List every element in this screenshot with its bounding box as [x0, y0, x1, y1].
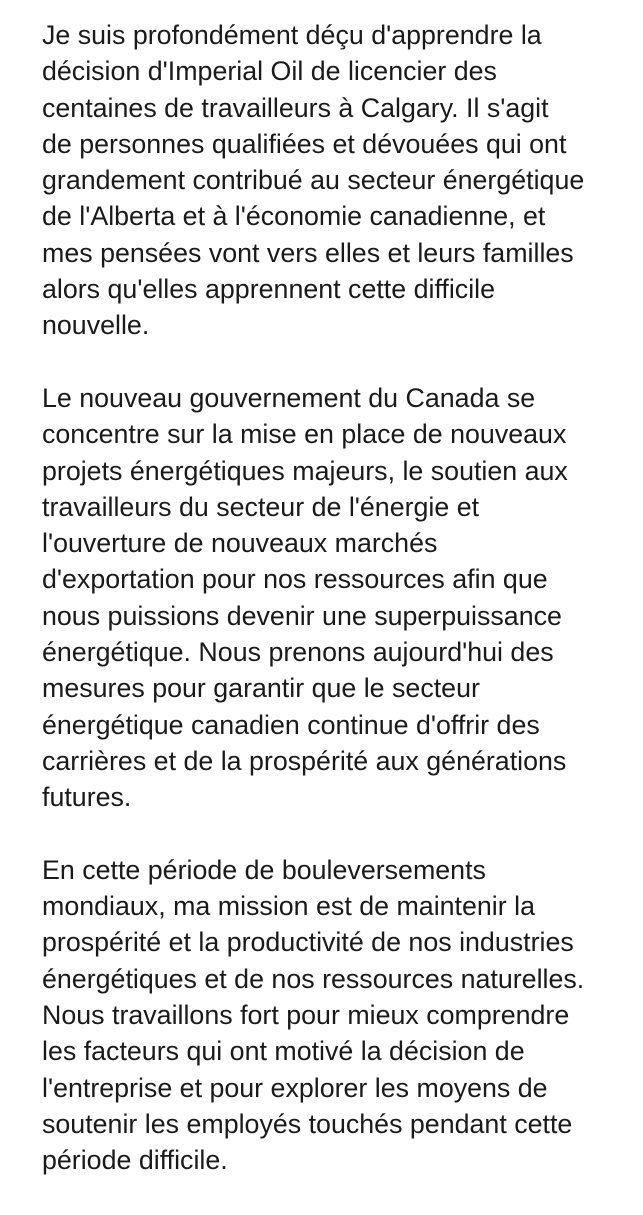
text-line: prospérité et la productivité de nos industries	[42, 927, 574, 958]
text-line: Le nouveau gouvernement du Canada se	[42, 382, 536, 413]
paragraph-2	[42, 380, 642, 816]
text-line: nouvelle.	[42, 310, 150, 341]
text-line: mes pensées vont vers elles et leurs familles	[42, 237, 574, 268]
text-line: projets énergétiques majeurs, le soutien aux	[42, 455, 568, 486]
text-line: travailleurs du secteur de l'énergie et	[42, 491, 480, 522]
text-line: d'exportation pour nos ressources afin que	[42, 564, 548, 595]
text-line: nous puissions devenir une superpuissance	[42, 600, 562, 631]
paragraph-1	[42, 17, 642, 344]
text-line: Je suis profondément déçu d'apprendre la	[42, 20, 542, 50]
text-line: soutenir les employés touchés pendant cette	[42, 1108, 573, 1139]
text-line: énergétique. Nous prenons aujourd'hui des	[42, 637, 554, 668]
statement-text	[42, 17, 642, 1215]
text-line: énergétiques et de nos ressources naturelles.	[42, 963, 585, 994]
text-line: mondiaux, ma mission est de maintenir la	[42, 891, 535, 922]
text-line: de personnes qualifiées et dévouées qui ont	[42, 128, 567, 159]
text-line: alors qu'elles apprennent cette difficile	[42, 274, 496, 305]
text-line: Nous travaillons fort pour mieux comprendre	[42, 1000, 570, 1031]
paragraph-3	[42, 852, 642, 1179]
text-line: futures.	[42, 782, 132, 813]
text-line: En cette période de bouleversements	[42, 854, 486, 885]
text-line: période difficile.	[42, 1145, 228, 1176]
text-line: mesures pour garantir que le secteur	[42, 673, 480, 704]
text-line: centaines de travailleurs à Calgary. Il s'agit	[42, 92, 549, 123]
text-line: décision d'Imperial Oil de licencier des	[42, 56, 497, 87]
text-line: l'ouverture de nouveaux marchés	[42, 528, 438, 559]
text-line: grandement contribué au secteur énergétique	[42, 165, 585, 196]
text-line: de l'Alberta et à l'économie canadienne, et	[42, 201, 546, 232]
text-line: carrières et de la prospérité aux générations	[42, 745, 567, 776]
text-line: énergétique canadien continue d'offrir des	[42, 709, 540, 740]
text-line: l'entreprise et pour explorer les moyens de	[42, 1072, 548, 1103]
text-line: concentre sur la mise en place de nouveaux	[42, 419, 567, 450]
text-line: les facteurs qui ont motivé la décision de	[42, 1036, 525, 1067]
